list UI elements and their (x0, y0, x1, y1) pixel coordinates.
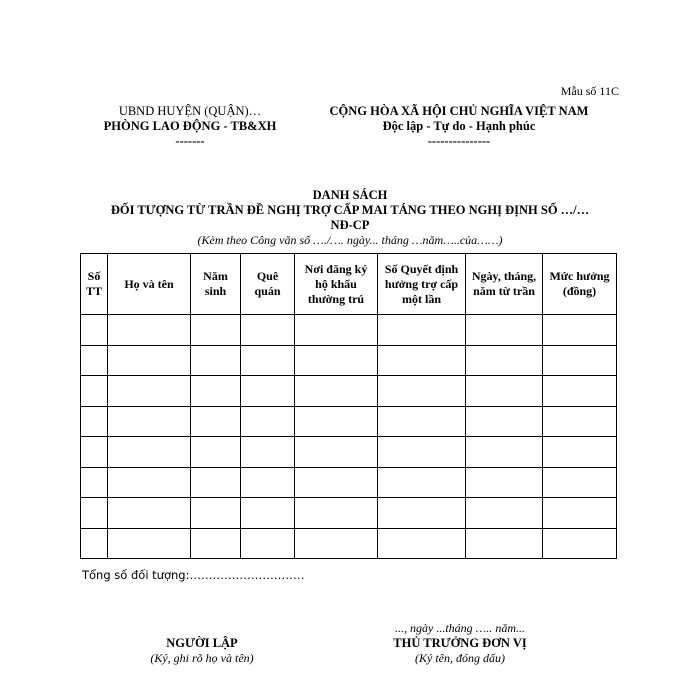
table-cell (378, 467, 466, 498)
table-cell (191, 498, 241, 529)
table-cell (108, 315, 191, 346)
table-cell (191, 406, 241, 437)
preparer-note: (Ký, ghi rõ họ và tên) (150, 651, 254, 665)
column-header-line: hưởng trợ cấp (384, 276, 459, 291)
column-header (543, 254, 617, 315)
table-cell (295, 376, 378, 407)
agency-separator: ------- (175, 134, 205, 148)
table-cell (108, 406, 191, 437)
table-cell (108, 376, 191, 407)
table-cell (466, 528, 543, 559)
column-header-line: năm từ trần (473, 284, 535, 298)
table-row (81, 315, 617, 346)
column-header-line: một lần (402, 291, 441, 306)
beneficiary-table (80, 253, 617, 559)
total-count: Tổng số đối tượng:………………………… (82, 568, 305, 582)
table-cell (466, 467, 543, 498)
table-cell (241, 376, 295, 407)
table-cell (81, 376, 108, 407)
table-row (81, 498, 617, 529)
column-header-line: Nơi đăng ký (304, 261, 368, 276)
preparer-title: NGƯỜI LẬP (166, 636, 238, 650)
table-cell (295, 437, 378, 468)
table-cell (295, 406, 378, 437)
agency-name: UBND HUYỆN (QUẬN)… (118, 104, 262, 118)
table-cell (241, 528, 295, 559)
column-header (241, 254, 295, 315)
table-cell (378, 406, 466, 437)
table-cell (378, 345, 466, 376)
table-cell (466, 345, 543, 376)
agency-header (80, 104, 300, 149)
column-header-line: TT (85, 284, 102, 298)
table-cell (81, 315, 108, 346)
form-number: Mẫu số 11C (560, 84, 619, 98)
table-cell (466, 498, 543, 529)
column-header-line: Ngày, tháng, (471, 269, 537, 283)
motto-separator: --------------- (427, 134, 491, 148)
table-cell (295, 345, 378, 376)
table-cell (378, 528, 466, 559)
table-cell (378, 498, 466, 529)
head-signature (360, 621, 560, 666)
department-name: PHÒNG LAO ĐỘNG - TB&XH (103, 119, 277, 133)
table-row (81, 406, 617, 437)
column-header-line: (đồng) (562, 284, 597, 298)
column-header-line: hộ khẩu (315, 276, 357, 291)
title-line-2: ĐỐI TƯỢNG TỪ TRẦN ĐỀ NGHỊ TRỢ CẤP MAI TÁNG THEO NGHỊ ĐỊNH SỐ …/… (110, 203, 590, 217)
table-cell (378, 315, 466, 346)
table-cell (466, 315, 543, 346)
table-cell (543, 498, 617, 529)
table-cell (191, 345, 241, 376)
table-cell (191, 528, 241, 559)
table-header-row (81, 254, 617, 315)
country-name: CỘNG HÒA XÃ HỘI CHỦ NGHĨA VIỆT NAM (329, 104, 589, 118)
table-cell (81, 467, 108, 498)
column-header-line: Họ và tên (124, 276, 174, 291)
motto: Độc lập - Tự do - Hạnh phúc (382, 119, 536, 133)
table-cell (241, 467, 295, 498)
table-cell (543, 315, 617, 346)
column-header (81, 254, 108, 315)
table-row (81, 528, 617, 559)
table-cell (378, 376, 466, 407)
table-cell (466, 437, 543, 468)
head-note: (Ký tên, đóng dấu) (415, 651, 505, 665)
column-header-line: Năm (203, 269, 228, 283)
preparer-signature (112, 636, 292, 666)
table-cell (543, 467, 617, 498)
table-cell (241, 498, 295, 529)
table-cell (466, 406, 543, 437)
table-row (81, 376, 617, 407)
table-cell (81, 437, 108, 468)
table-cell (108, 528, 191, 559)
table-cell (241, 406, 295, 437)
national-header (300, 104, 618, 149)
table-cell (295, 315, 378, 346)
column-header-line: Số (87, 269, 101, 283)
table-cell (108, 437, 191, 468)
table-cell (241, 345, 295, 376)
table-cell (378, 437, 466, 468)
column-header-line: quán (254, 284, 281, 298)
table-cell (241, 437, 295, 468)
table-row (81, 467, 617, 498)
column-header-line: Số Quyết định (384, 261, 459, 276)
title-line-3: NĐ-CP (330, 218, 370, 232)
table-cell (543, 406, 617, 437)
table-cell (81, 498, 108, 529)
table-cell (191, 437, 241, 468)
table-cell (295, 528, 378, 559)
title-subtitle: (Kèm theo Công văn số …./…. ngày... tháng …năm…..của……) (197, 233, 503, 247)
sign-date: ..., ngày ...tháng ….. năm... (395, 621, 525, 635)
table-cell (543, 376, 617, 407)
column-header-line: thường trú (307, 291, 365, 306)
table-cell (466, 376, 543, 407)
table-cell (108, 498, 191, 529)
column-header (191, 254, 241, 315)
column-header (108, 254, 191, 315)
document-title (60, 188, 640, 248)
column-header (466, 254, 543, 315)
table-cell (81, 345, 108, 376)
table-cell (295, 467, 378, 498)
table-cell (543, 437, 617, 468)
table-cell (108, 345, 191, 376)
head-title: THỦ TRƯỞNG ĐƠN VỊ (393, 636, 527, 650)
table-row (81, 345, 617, 376)
column-header (378, 254, 466, 315)
table-cell (81, 528, 108, 559)
table-cell (295, 498, 378, 529)
table-cell (241, 315, 295, 346)
table-cell (81, 406, 108, 437)
table-cell (191, 376, 241, 407)
table-row (81, 437, 617, 468)
table-cell (543, 345, 617, 376)
table-cell (543, 528, 617, 559)
column-header (295, 254, 378, 315)
column-header-line: sinh (204, 284, 227, 298)
title-line-1: DANH SÁCH (312, 188, 388, 202)
column-header-line: Quê (256, 269, 279, 283)
table-cell (191, 467, 241, 498)
column-header-line: Mức hưởng (549, 269, 610, 283)
table-body (81, 315, 617, 559)
table-cell (191, 315, 241, 346)
table-cell (108, 467, 191, 498)
